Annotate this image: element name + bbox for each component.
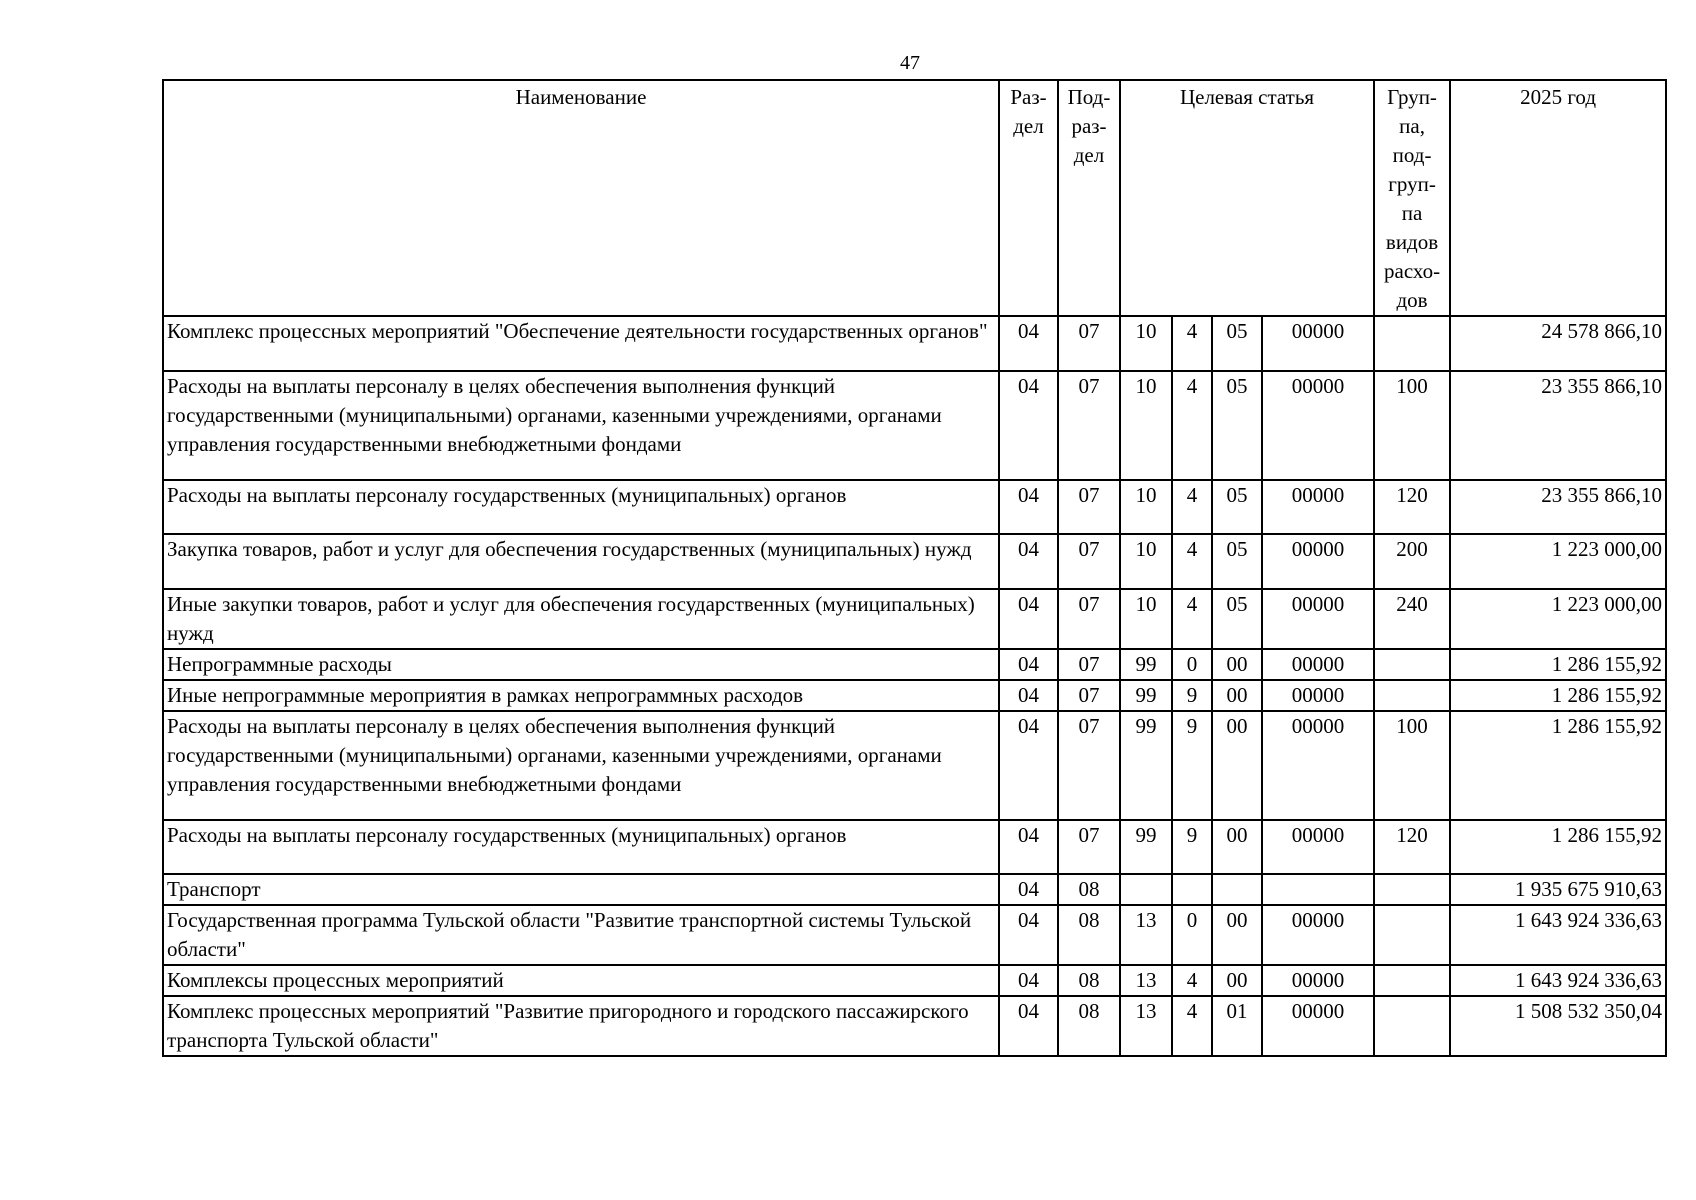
cell-podrazdel: 07 [1058,649,1120,680]
cell-target-type: 4 [1172,534,1212,589]
table-row [163,649,1666,680]
cell-target-type: 4 [1172,965,1212,996]
cell-target-direction: 00000 [1262,534,1374,589]
header-podrazdel: Под- раз- дел [1058,80,1120,316]
cell-razdel: 04 [999,905,1058,965]
cell-target-type: 0 [1172,649,1212,680]
cell-target-program: 13 [1120,996,1172,1056]
cell-target-type: 4 [1172,316,1212,371]
cell-target-direction: 00000 [1262,820,1374,874]
cell-target-program: 10 [1120,534,1172,589]
cell-target-structural: 00 [1212,680,1262,711]
table-row [163,996,1666,1056]
cell-target-type: 9 [1172,820,1212,874]
table-row [163,905,1666,965]
cell-podrazdel: 07 [1058,589,1120,649]
cell-podrazdel: 08 [1058,965,1120,996]
table-body [163,316,1666,1056]
cell-podrazdel: 07 [1058,480,1120,534]
cell-target-structural: 00 [1212,905,1262,965]
cell-target-structural: 01 [1212,996,1262,1056]
cell-expense-group [1374,874,1450,905]
cell-target-program: 99 [1120,649,1172,680]
budget-table [162,79,1667,1057]
cell-amount-2025: 1 643 924 336,63 [1450,965,1666,996]
header-name: Наименование [163,80,999,316]
cell-target-type: 4 [1172,589,1212,649]
cell-amount-2025: 24 578 866,10 [1450,316,1666,371]
table-row [163,480,1666,534]
cell-name: Закупка товаров, работ и услуг для обеспечения государственных (муниципальных) нужд [163,534,999,589]
cell-podrazdel: 07 [1058,371,1120,480]
cell-name: Непрограммные расходы [163,649,999,680]
cell-razdel: 04 [999,480,1058,534]
cell-target-direction: 00000 [1262,371,1374,480]
cell-razdel: 04 [999,371,1058,480]
cell-target-program: 10 [1120,316,1172,371]
cell-target-structural: 05 [1212,316,1262,371]
cell-target-type: 4 [1172,371,1212,480]
cell-target-program: 99 [1120,680,1172,711]
table-row [163,820,1666,874]
cell-target-direction: 00000 [1262,316,1374,371]
cell-podrazdel: 07 [1058,316,1120,371]
cell-target-program [1120,874,1172,905]
cell-amount-2025: 23 355 866,10 [1450,371,1666,480]
cell-amount-2025: 1 643 924 336,63 [1450,905,1666,965]
cell-razdel: 04 [999,965,1058,996]
table-row [163,371,1666,480]
table-row [163,680,1666,711]
header-year-2025: 2025 год [1450,80,1666,316]
cell-target-direction: 00000 [1262,996,1374,1056]
cell-target-direction: 00000 [1262,711,1374,820]
cell-target-structural: 05 [1212,589,1262,649]
cell-expense-group: 100 [1374,371,1450,480]
cell-name: Комплекс процессных мероприятий "Развитие пригородного и городского пассажирского транспорта Тульской области" [163,996,999,1056]
cell-name: Государственная программа Тульской области "Развитие транспортной системы Тульской области" [163,905,999,965]
table-row [163,589,1666,649]
cell-razdel: 04 [999,649,1058,680]
cell-target-type: 4 [1172,480,1212,534]
table-row [163,711,1666,820]
table-header [163,80,1666,316]
table-row [163,534,1666,589]
cell-podrazdel: 08 [1058,874,1120,905]
cell-razdel: 04 [999,996,1058,1056]
cell-target-structural: 00 [1212,649,1262,680]
cell-target-direction: 00000 [1262,965,1374,996]
cell-expense-group [1374,996,1450,1056]
cell-podrazdel: 07 [1058,680,1120,711]
cell-target-program: 99 [1120,820,1172,874]
cell-target-type: 4 [1172,996,1212,1056]
cell-target-program: 10 [1120,480,1172,534]
cell-expense-group: 100 [1374,711,1450,820]
cell-name: Транспорт [163,874,999,905]
cell-expense-group [1374,905,1450,965]
cell-podrazdel: 08 [1058,905,1120,965]
cell-target-program: 99 [1120,711,1172,820]
cell-amount-2025: 1 286 155,92 [1450,711,1666,820]
cell-target-direction: 00000 [1262,680,1374,711]
cell-target-structural: 00 [1212,820,1262,874]
table-row [163,316,1666,371]
cell-name: Расходы на выплаты персоналу государственных (муниципальных) органов [163,480,999,534]
cell-target-direction: 00000 [1262,480,1374,534]
header-razdel: Раз- дел [999,80,1058,316]
cell-expense-group: 120 [1374,480,1450,534]
cell-razdel: 04 [999,589,1058,649]
cell-expense-group [1374,316,1450,371]
cell-target-program: 13 [1120,905,1172,965]
cell-podrazdel: 08 [1058,996,1120,1056]
cell-amount-2025: 1 223 000,00 [1450,534,1666,589]
cell-expense-group [1374,680,1450,711]
cell-expense-group [1374,965,1450,996]
cell-amount-2025: 1 286 155,92 [1450,820,1666,874]
cell-target-structural: 00 [1212,711,1262,820]
cell-target-direction: 00000 [1262,589,1374,649]
cell-razdel: 04 [999,711,1058,820]
cell-name: Расходы на выплаты персоналу в целях обеспечения выполнения функций государственными (муниципальными) органами, казенными учреждениями, органами управления государственными внебюджетными фондами [163,371,999,480]
cell-target-direction [1262,874,1374,905]
cell-amount-2025: 1 508 532 350,04 [1450,996,1666,1056]
cell-podrazdel: 07 [1058,820,1120,874]
cell-expense-group: 120 [1374,820,1450,874]
cell-target-structural: 05 [1212,534,1262,589]
cell-target-structural: 05 [1212,371,1262,480]
cell-amount-2025: 1 935 675 910,63 [1450,874,1666,905]
header-target-article: Целевая статья [1120,80,1374,316]
cell-target-type [1172,874,1212,905]
cell-target-program: 10 [1120,589,1172,649]
cell-target-structural: 05 [1212,480,1262,534]
cell-amount-2025: 23 355 866,10 [1450,480,1666,534]
cell-name: Иные непрограммные мероприятия в рамках непрограммных расходов [163,680,999,711]
cell-name: Иные закупки товаров, работ и услуг для обеспечения государственных (муниципальных) нужд [163,589,999,649]
cell-expense-group: 200 [1374,534,1450,589]
cell-name: Комплексы процессных мероприятий [163,965,999,996]
cell-razdel: 04 [999,316,1058,371]
header-expense-group: Груп- па, под- груп- па видов расхо- дов [1374,80,1450,316]
cell-target-structural: 00 [1212,965,1262,996]
cell-target-type: 9 [1172,711,1212,820]
cell-podrazdel: 07 [1058,534,1120,589]
page-number: 47 [900,52,920,74]
cell-expense-group: 240 [1374,589,1450,649]
cell-razdel: 04 [999,874,1058,905]
cell-target-type: 9 [1172,680,1212,711]
cell-name: Расходы на выплаты персоналу государственных (муниципальных) органов [163,820,999,874]
table-row [163,965,1666,996]
cell-razdel: 04 [999,534,1058,589]
cell-target-program: 10 [1120,371,1172,480]
cell-target-direction: 00000 [1262,649,1374,680]
cell-razdel: 04 [999,820,1058,874]
cell-amount-2025: 1 223 000,00 [1450,589,1666,649]
cell-name: Комплекс процессных мероприятий "Обеспечение деятельности государственных органов" [163,316,999,371]
cell-podrazdel: 07 [1058,711,1120,820]
cell-amount-2025: 1 286 155,92 [1450,680,1666,711]
cell-target-type: 0 [1172,905,1212,965]
cell-target-structural [1212,874,1262,905]
cell-name: Расходы на выплаты персоналу в целях обеспечения выполнения функций государственными (муниципальными) органами, казенными учреждениями, органами управления государственными внебюджетными фондами [163,711,999,820]
cell-expense-group [1374,649,1450,680]
cell-target-program: 13 [1120,965,1172,996]
cell-razdel: 04 [999,680,1058,711]
table-row [163,874,1666,905]
cell-target-direction: 00000 [1262,905,1374,965]
cell-amount-2025: 1 286 155,92 [1450,649,1666,680]
